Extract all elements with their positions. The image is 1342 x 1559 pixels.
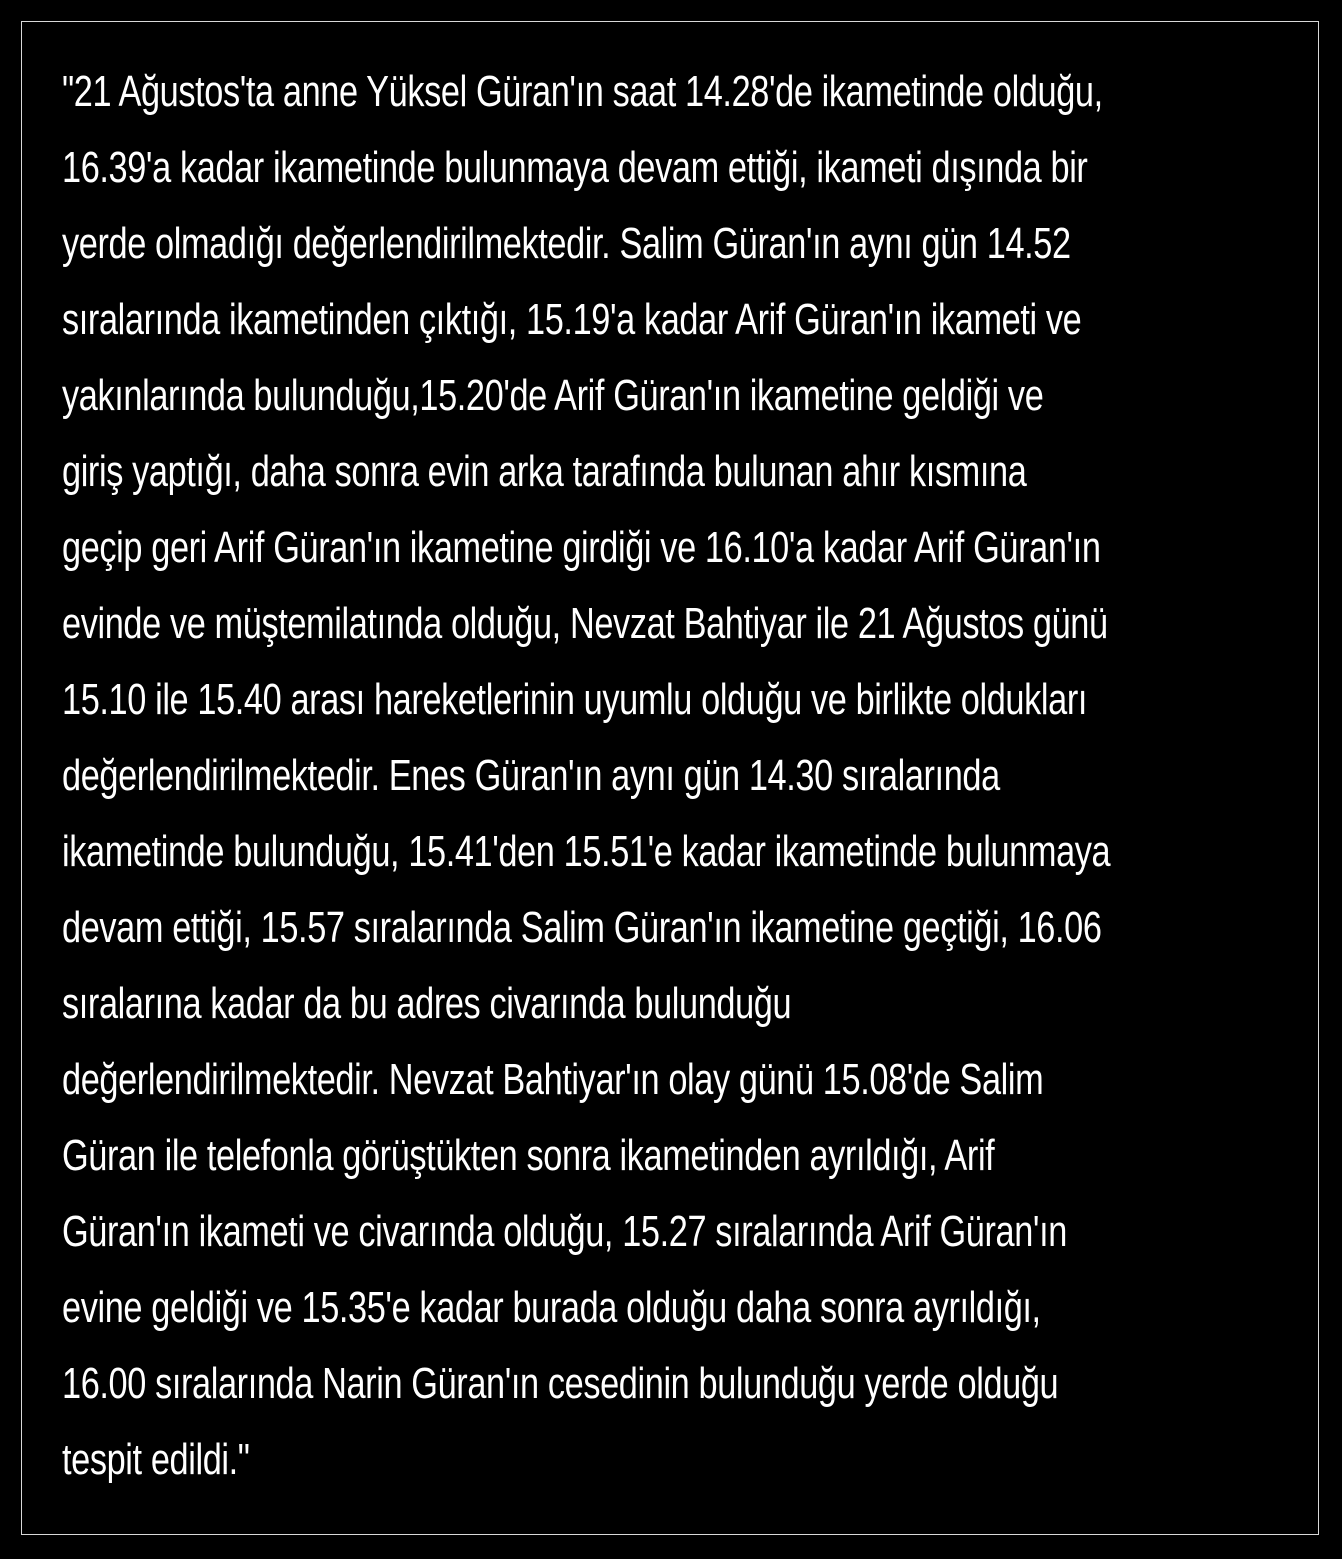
quote-line: sıralarında ikametinden çıktığı, 15.19'a kadar Arif Güran'ın ikameti ve — [62, 295, 1082, 344]
quote-line: giriş yaptığı, daha sonra evin arka tarafında bulunan ahır kısmına — [62, 447, 1027, 496]
quote-line: geçip geri Arif Güran'ın ikametine girdiği ve 16.10'a kadar Arif Güran'ın — [62, 523, 1101, 572]
quote-line: evinde ve müştemilatında olduğu, Nevzat Bahtiyar ile 21 Ağustos günü — [62, 599, 1108, 648]
quote-line: devam ettiği, 15.57 sıralarında Salim Güran'ın ikametine geçtiği, 16.06 — [62, 903, 1102, 952]
quote-line: Güran'ın ikameti ve civarında olduğu, 15.27 sıralarında Arif Güran'ın — [62, 1207, 1067, 1256]
quote-line: yerde olmadığı değerlendirilmektedir. Salim Güran'ın aynı gün 14.52 — [62, 219, 1071, 268]
quote-line: yakınlarında bulunduğu,15.20'de Arif Güran'ın ikametine geldiği ve — [62, 371, 1044, 420]
quote-line: değerlendirilmektedir. Enes Güran'ın aynı gün 14.30 sıralarında — [62, 751, 1000, 800]
quote-text — [62, 54, 1292, 1498]
quote-line: evine geldiği ve 15.35'e kadar burada olduğu daha sonra ayrıldığı, — [62, 1283, 1041, 1332]
quote-line: ikametinde bulunduğu, 15.41'den 15.51'e kadar ikametinde bulunmaya — [62, 827, 1111, 876]
quote-line: değerlendirilmektedir. Nevzat Bahtiyar'ın olay günü 15.08'de Salim — [62, 1055, 1044, 1104]
quote-line: 15.10 ile 15.40 arası hareketlerinin uyumlu olduğu ve birlikte oldukları — [62, 675, 1088, 724]
quote-line: "21 Ağustos'ta anne Yüksel Güran'ın saat 14.28'de ikametinde olduğu, — [62, 67, 1103, 116]
quote-line: 16.39'a kadar ikametinde bulunmaya devam ettiği, ikameti dışında bir — [62, 143, 1088, 192]
quote-line: 16.00 sıralarında Narin Güran'ın cesedinin bulunduğu yerde olduğu — [62, 1359, 1059, 1408]
quote-line: Güran ile telefonla görüştükten sonra ikametinden ayrıldığı, Arif — [62, 1131, 995, 1180]
quote-line: sıralarına kadar da bu adres civarında bulunduğu — [62, 979, 792, 1028]
quote-line: tespit edildi." — [62, 1435, 250, 1484]
